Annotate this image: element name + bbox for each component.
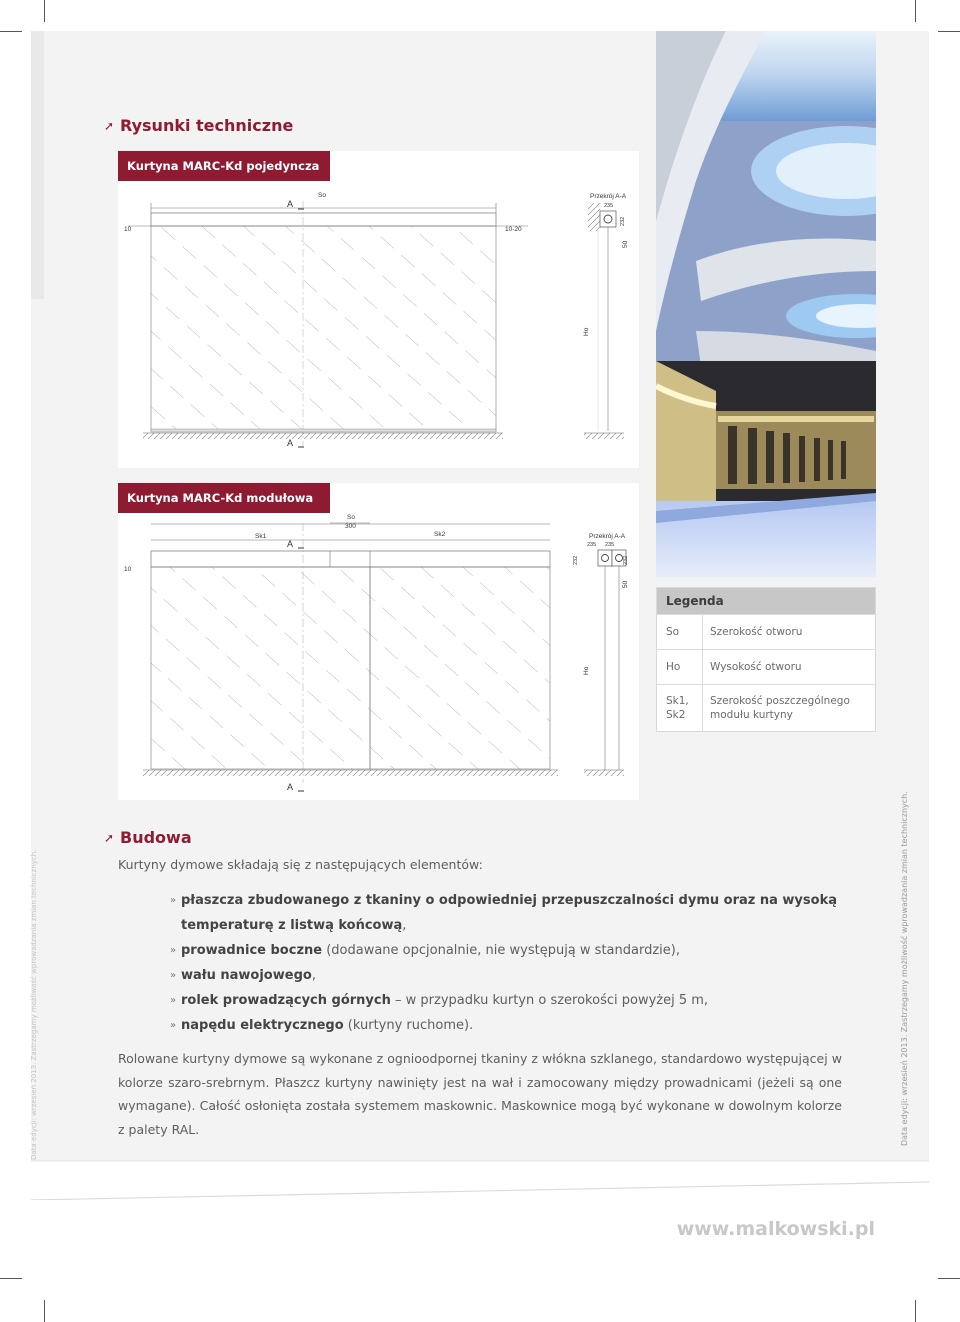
legend-value: Szerokość poszczególnego modułu kurtyny: [710, 695, 850, 721]
svg-text:300: 300: [345, 523, 356, 530]
drawing-single-curtain: [118, 151, 639, 468]
crop-mark: [0, 31, 22, 32]
section-arrow-icon: ➚: [104, 119, 115, 133]
drawing-tab-label: Kurtyna MARC-Kd pojedyncza: [118, 151, 330, 181]
description-paragraph: Rolowane kurtyny dymowe są wykonane z ognioodpornej tkaniny z włókna szklanego, standardowo występującej w kolorze szaro-srebrnym. Płaszcz kurtyny nawinięty jest na wał i zamocowany między prowadnicami (jeżeli są one wymagane). Całość osłonięta została systemem maskownic. Maskownice mogą być wykonane w dowolnym kolorze z palety RAL.: [118, 1051, 842, 1137]
item-rest: ,: [402, 918, 407, 933]
svg-text:So: So: [347, 514, 355, 521]
crop-mark: [915, 1300, 916, 1322]
legend-row: [657, 614, 875, 649]
bullet-icon: »: [170, 1020, 177, 1031]
footer-website-link[interactable]: www.malkowski.pl: [676, 1218, 875, 1240]
item-bold: prowadnice boczne: [181, 943, 323, 958]
svg-text:232: 232: [623, 555, 629, 565]
svg-text:235: 235: [605, 542, 615, 548]
svg-text:10-20: 10-20: [505, 226, 522, 233]
drawing-modular-curtain: [118, 483, 639, 800]
item-rest: (kurtyny ruchome).: [343, 1018, 474, 1033]
left-strip: [31, 31, 44, 299]
svg-text:A: A: [287, 438, 294, 448]
svg-text:50: 50: [622, 580, 629, 588]
crop-mark: [938, 31, 960, 32]
svg-text:Sk2: Sk2: [434, 531, 446, 538]
crop-mark: [938, 1278, 960, 1279]
section-title-construction: [104, 828, 192, 847]
list-item: [170, 988, 860, 1013]
bullet-icon: »: [170, 970, 177, 981]
item-bold: wału nawojowego: [181, 968, 312, 983]
svg-text:10: 10: [124, 226, 132, 233]
section-title-technical-drawings: [104, 116, 293, 135]
svg-text:A: A: [287, 782, 294, 792]
side-note-right: Data edycji: wrzesień 2013. Zastrzegamy możliwość wprowadzania zmian technicznych.: [900, 791, 909, 1146]
svg-text:Ho: Ho: [583, 666, 590, 675]
crop-mark: [44, 0, 45, 22]
svg-text:Sk1: Sk1: [255, 533, 267, 540]
svg-text:50: 50: [622, 240, 629, 248]
svg-text:235: 235: [587, 542, 597, 548]
components-list: [170, 888, 860, 1038]
item-bold: płaszcza zbudowanego z tkaniny o odpowiedniej przepuszczalności dymu oraz na wysoką temperaturę z listwą końcową: [181, 893, 837, 933]
list-item: [170, 963, 860, 988]
svg-text:235: 235: [604, 203, 614, 209]
tunnel-photo-illustration: [656, 31, 876, 577]
legend-key: Ho: [657, 650, 703, 684]
svg-text:Przekrój A-A: Przekrój A-A: [590, 193, 627, 200]
svg-text:232: 232: [573, 555, 579, 565]
legend-value: Wysokość otworu: [710, 661, 802, 673]
crop-mark: [915, 0, 916, 22]
technical-drawing-single: [118, 151, 639, 468]
bullet-icon: »: [170, 895, 177, 906]
crop-mark: [0, 1278, 22, 1279]
section-title-text: Budowa: [120, 828, 192, 847]
section-arrow-icon: ➚: [104, 831, 115, 845]
legend-row: [657, 684, 875, 731]
svg-text:10: 10: [124, 566, 132, 573]
side-note-left: Data edycji: wrzesień 2013. Zastrzegamy możliwość wprowadzania zmian technicznych.: [30, 849, 38, 1160]
crop-mark: [44, 1300, 45, 1322]
bullet-icon: »: [170, 995, 177, 1006]
svg-text:So: So: [318, 192, 326, 199]
legend-key: So: [657, 615, 703, 649]
legend-value: Szerokość otworu: [710, 626, 803, 638]
legend-table: [656, 587, 876, 732]
svg-text:Przekrój A-A: Przekrój A-A: [589, 533, 626, 540]
item-rest: ,: [311, 968, 316, 983]
legend-row: [657, 649, 875, 684]
item-bold: rolek prowadzących górnych: [181, 993, 391, 1008]
item-bold: napędu elektrycznego: [181, 1018, 344, 1033]
list-item: [170, 888, 860, 938]
intro-text: Kurtyny dymowe składają się z następujących elementów:: [118, 857, 483, 872]
item-rest: – w przypadku kurtyn o szerokości powyżej 5 m,: [390, 993, 709, 1008]
list-item: [170, 1013, 860, 1038]
svg-text:Ho: Ho: [583, 327, 590, 336]
svg-text:A: A: [287, 199, 294, 209]
svg-text:A: A: [287, 539, 294, 549]
technical-drawing-modular: [118, 483, 639, 800]
tunnel-photo: [656, 31, 876, 577]
legend-key: Sk1, Sk2: [657, 685, 703, 731]
bullet-icon: »: [170, 945, 177, 956]
drawing-tab-label: Kurtyna MARC-Kd modułowa: [118, 483, 330, 513]
footer-divider: [0, 1160, 960, 1200]
legend-title: Legenda: [657, 588, 875, 614]
item-rest: (dodawane opcjonalnie, nie występują w standardzie),: [322, 943, 680, 958]
list-item: [170, 938, 860, 963]
svg-text:232: 232: [620, 216, 626, 226]
section-title-text: Rysunki techniczne: [120, 116, 294, 135]
